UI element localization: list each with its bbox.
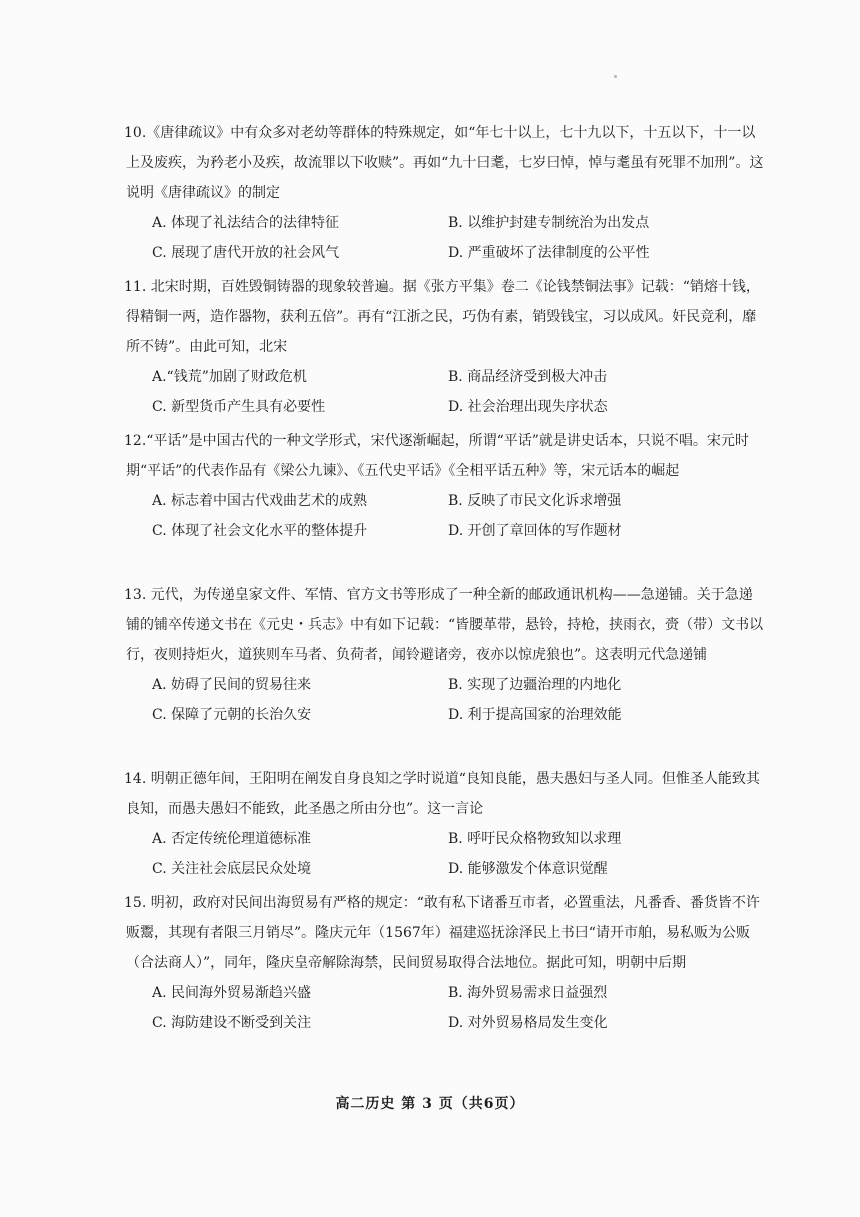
option-list	[126, 486, 766, 546]
option-c: C. 新型货币产生具有必要性	[152, 399, 326, 415]
option-d: D. 能够激发个体意识觉醒	[448, 861, 608, 877]
question-stem: 13. 元代，为传递皇家文件、军情、官方文书等形成了一种全新的邮政通讯机构——急递铺。关于急递铺的铺卒传递文书在《元史・兵志》中有如下记载：“皆腰革带，悬铃，持枪，挟雨衣，赍（带）文书以行，夜则持炬火，道狭则车马者、负荷者，闻铃避诸旁，夜亦以惊虎狼也”。这表明元代急递铺	[124, 587, 764, 663]
question-11	[126, 272, 766, 422]
option-a: A.“钱荒”加剧了财政危机	[152, 369, 307, 385]
option-c: C. 展现了唐代开放的社会风气	[152, 245, 340, 261]
question-stem: 12.“平话”是中国古代的一种文学形式，宋代逐渐崛起，所谓“平话”就是讲史话本，只说不唱。宋元时期“平话”的代表作品有《梁公九谏》、《五代史平话》《全相平话五种》等，宋元话本的崛起	[124, 433, 749, 479]
option-d: D. 开创了章回体的写作题材	[448, 523, 622, 539]
option-list	[126, 208, 766, 268]
option-a: A. 否定传统伦理道德标准	[152, 831, 312, 847]
option-c: C. 保障了元朝的长治久安	[152, 707, 312, 723]
question-stem: 14. 明朝正德年间，王阳明在阐发自身良知之学时说道“良知良能，愚夫愚妇与圣人同。但惟圣人能致其良知，而愚夫愚妇不能致，此圣愚之所由分也”。这一言论	[124, 771, 760, 817]
option-d: D. 严重破坏了法律制度的公平性	[448, 245, 650, 261]
question-12	[126, 426, 766, 546]
option-list	[126, 670, 766, 730]
option-b: B. 反映了市民文化诉求增强	[448, 493, 622, 509]
option-list	[126, 362, 766, 422]
question-stem: 15. 明初，政府对民间出海贸易有严格的规定：“敢有私下诸番互市者，必置重法，凡番香、番货皆不许贩鬻，其现有者限三月销尽”。隆庆元年（1567年）福建巡抚涂泽民上书曰“请开市舶，易私贩为公贩（合法商人）”，同年，隆庆皇帝解除海禁，民间贸易取得合法地位。据此可知，明朝中后期	[124, 895, 760, 971]
scan-speck	[614, 75, 617, 78]
page-footer: 高二历史 第 3 页（共6页）	[335, 1096, 525, 1112]
option-b: B. 实现了边疆治理的内地化	[448, 677, 622, 693]
question-10	[126, 118, 766, 268]
option-d: D. 利于提高国家的治理效能	[448, 707, 622, 723]
question-14	[126, 764, 766, 884]
option-a: A. 妨碍了民间的贸易往来	[152, 677, 312, 693]
option-b: B. 以维护封建专制统治为出发点	[448, 215, 650, 231]
option-d: D. 对外贸易格局发生变化	[448, 1015, 608, 1031]
option-b: B. 呼吁民众格物致知以求理	[448, 831, 622, 847]
option-a: A. 体现了礼法结合的法律特征	[152, 215, 340, 231]
option-c: C. 体现了社会文化水平的整体提升	[152, 523, 368, 539]
option-c: C. 海防建设不断受到关注	[152, 1015, 312, 1031]
option-b: B. 商品经济受到极大冲击	[448, 369, 608, 385]
option-a: A. 标志着中国古代戏曲艺术的成熟	[152, 493, 368, 509]
option-a: A. 民间海外贸易渐趋兴盛	[152, 985, 312, 1001]
question-stem: 11. 北宋时期，百姓毁铜铸器的现象较普遍。据《张方平集》卷二《论钱禁铜法事》记载：“销熔十钱，得精铜一两，造作器物，获利五倍”。再有“江浙之民，巧伪有素，销毁钱宝，习以成风。奸民竞利，靡所不铸”。由此可知，北宋	[124, 279, 760, 355]
option-b: B. 海外贸易需求日益强烈	[448, 985, 608, 1001]
option-list	[126, 824, 766, 884]
option-c: C. 关注社会底层民众处境	[152, 861, 312, 877]
question-13	[126, 580, 766, 730]
question-stem: 10.《唐律疏议》中有众多对老幼等群体的特殊规定，如“年七十以上，七十九以下，十五以下，十一以上及废疾，为矜老小及疾，故流罪以下收赎”。再如“九十曰耄，七岁曰悼，悼与耄虽有死罪不加刑”。这说明《唐律疏议》的制定	[124, 125, 764, 201]
question-15	[126, 888, 766, 1038]
option-list	[126, 978, 766, 1038]
option-d: D. 社会治理出现失序状态	[448, 399, 608, 415]
